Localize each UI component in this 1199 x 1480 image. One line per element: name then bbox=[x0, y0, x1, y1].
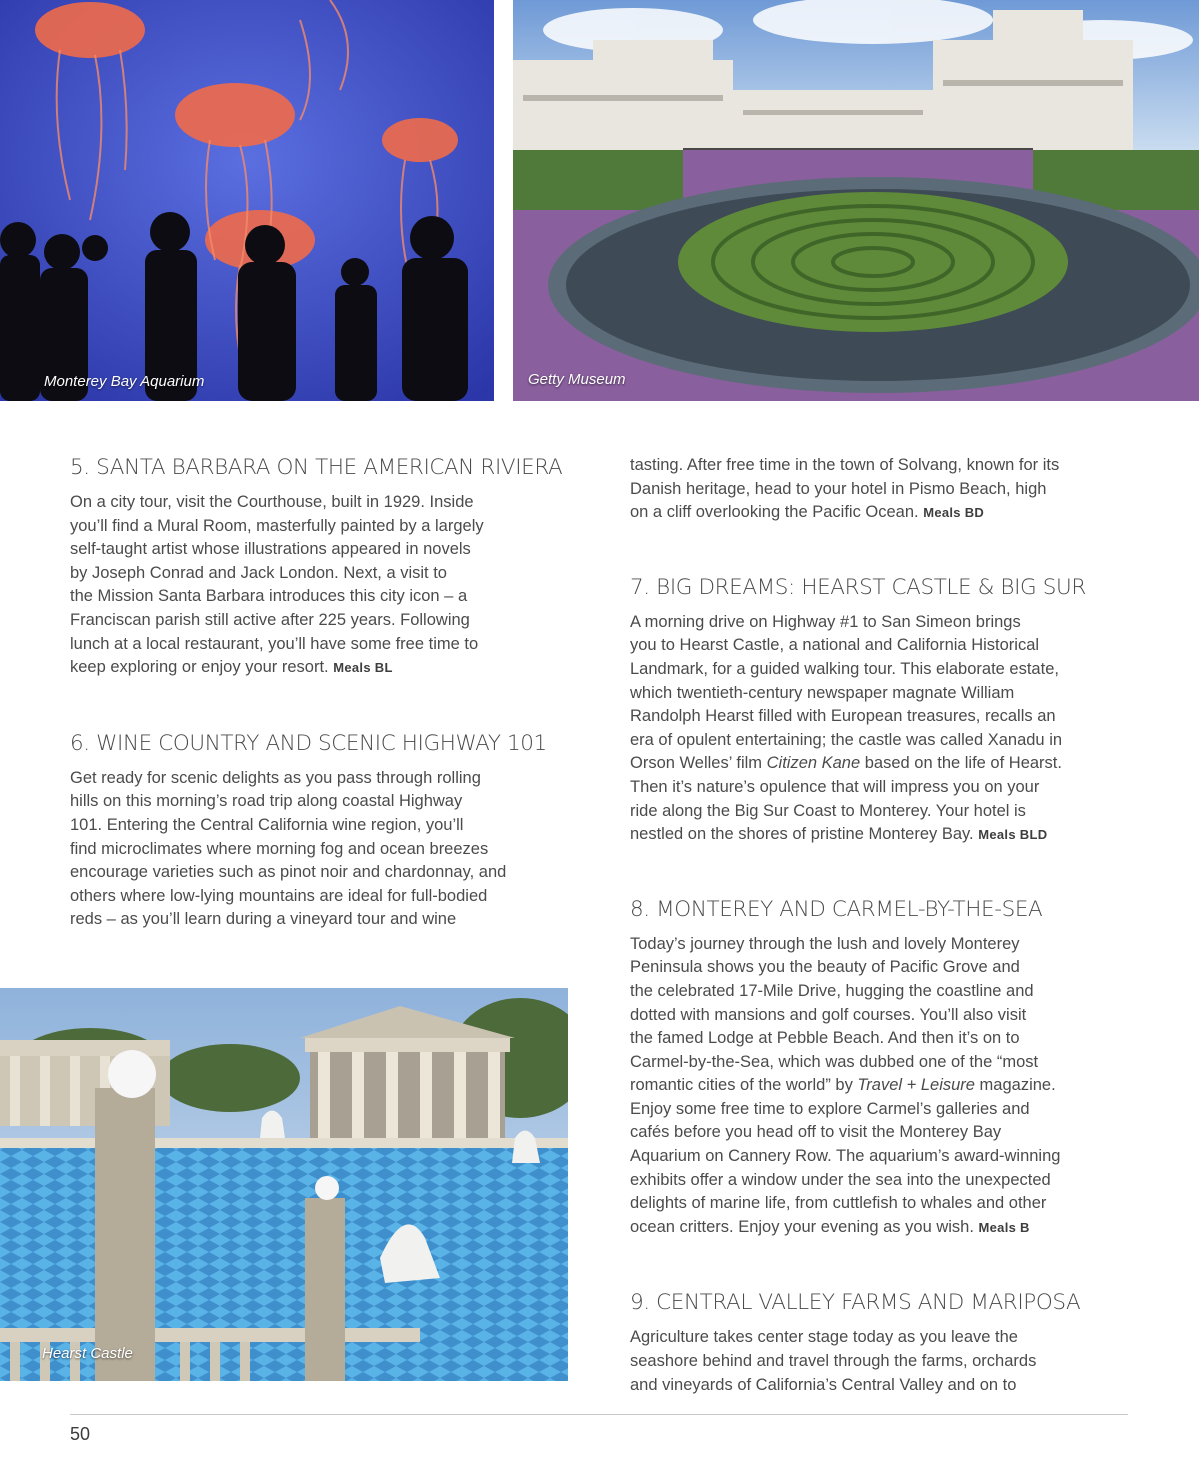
magazine-title: Travel + Leisure bbox=[857, 1076, 975, 1095]
day-8-line: ocean critters. Enjoy your evening as you wish. bbox=[630, 1217, 974, 1236]
hearst-pool-image bbox=[0, 988, 568, 1381]
day-8-section bbox=[630, 896, 1135, 1240]
day-6-continued bbox=[630, 454, 1135, 525]
aquarium-photo bbox=[0, 0, 494, 401]
day-5-line: you’ll find a Mural Room, masterfully painted by a largely bbox=[70, 516, 484, 535]
day-8-line: delights of marine life, from cuttlefish to whales and other bbox=[630, 1194, 1047, 1213]
day-8-line: romantic cities of the world” by bbox=[630, 1076, 858, 1095]
day-5-body bbox=[70, 491, 575, 680]
day-9-line: seashore behind and travel through the farms, orchards bbox=[630, 1352, 1037, 1371]
day-7-line: nestled on the shores of pristine Monterey Bay. bbox=[630, 825, 974, 844]
day-8-line: magazine. bbox=[974, 1076, 1056, 1095]
day-7-line: Then it’s nature’s opulence that will impress you on your bbox=[630, 777, 1040, 796]
day-6-line: find microclimates where morning fog and ocean breezes bbox=[70, 839, 489, 858]
day-9-line: Agriculture takes center stage today as you leave the bbox=[630, 1328, 1018, 1347]
day-5-title: 5. SANTA BARBARA ON THE AMERICAN RIVIERA bbox=[70, 455, 563, 480]
left-column bbox=[70, 454, 575, 932]
day-7-title: 7. BIG DREAMS: HEARST CASTLE & BIG SUR bbox=[630, 574, 1086, 600]
day-6-title: 6. WINE COUNTRY AND SCENIC HIGHWAY 101 bbox=[70, 730, 547, 756]
day-9-title: 9. CENTRAL VALLEY FARMS AND MARIPOSA bbox=[630, 1290, 1081, 1316]
day-7-section bbox=[630, 574, 1135, 847]
day-7-line: ride along the Big Sur Coast to Monterey. Your hotel is bbox=[630, 801, 1026, 820]
day-6-section bbox=[70, 730, 575, 932]
day-9-body bbox=[630, 1326, 1135, 1397]
day-8-line: Today’s journey through the lush and lovely Monterey bbox=[630, 934, 1020, 953]
day-5-line: by Joseph Conrad and Jack London. Next, a visit to bbox=[70, 563, 447, 582]
day-7-line: era of opulent entertaining; the castle was called Xanadu in bbox=[630, 730, 1063, 749]
day-8-line: the famed Lodge at Pebble Beach. And then it’s on to bbox=[630, 1029, 1020, 1048]
getty-photo bbox=[513, 0, 1199, 401]
day-5-line: Franciscan parish still active after 225 years. Following bbox=[70, 610, 470, 629]
day-5-line: lunch at a local restaurant, you’ll have some free time to bbox=[70, 634, 479, 653]
day-8-line: Carmel-by-the-Sea, which was dubbed one of the “most bbox=[630, 1052, 1039, 1071]
day-6-line: tasting. After free time in the town of Solvang, known for its bbox=[630, 456, 1060, 474]
day-6-line: Danish heritage, head to your hotel in Pismo Beach, high bbox=[630, 479, 1047, 498]
day-6-line: others where low-lying mountains are ideal for full-bodied bbox=[70, 886, 488, 905]
day-5-line: On a city tour, visit the Courthouse, built in 1929. Inside bbox=[70, 493, 474, 511]
day-8-line: the celebrated 17-Mile Drive, hugging the coastline and bbox=[630, 981, 1034, 1000]
day-6-line: on a cliff overlooking the Pacific Ocean. bbox=[630, 503, 919, 522]
day-6-body bbox=[70, 767, 575, 932]
day-7-line: Landmark, for a guided walking tour. This elaborate estate, bbox=[630, 659, 1059, 678]
day-8-line: Enjoy some free time to explore Carmel’s galleries and bbox=[630, 1099, 1030, 1118]
day-8-line: cafés before you head off to visit the Monterey Bay bbox=[630, 1123, 1002, 1142]
day-9-section bbox=[630, 1289, 1135, 1397]
day-6-continued-body bbox=[630, 454, 1135, 525]
day-8-title: 8. MONTEREY AND CARMEL-BY-THE-SEA bbox=[630, 896, 1043, 922]
getty-garden-image bbox=[513, 0, 1199, 401]
page-number: 50 bbox=[70, 1424, 91, 1444]
footer-divider bbox=[70, 1414, 1128, 1415]
day-6-line: encourage varieties such as pinot noir and chardonnay, and bbox=[70, 863, 507, 882]
jellyfish-silhouettes-image bbox=[0, 0, 494, 401]
day-8-line: Aquarium on Cannery Row. The aquarium’s award-winning bbox=[630, 1147, 1061, 1166]
hearst-caption: Hearst Castle bbox=[42, 1345, 133, 1362]
day-5-meals: Meals BL bbox=[333, 660, 393, 676]
day-6-line: Get ready for scenic delights as you pass through rolling bbox=[70, 768, 481, 787]
day-7-line: Randolph Hearst filled with European treasures, recalls an bbox=[630, 707, 1056, 726]
day-8-line: dotted with mansions and golf courses. You’ll also visit bbox=[630, 1005, 1027, 1024]
day-7-line: which twentieth-century newspaper magnate William bbox=[630, 683, 1015, 702]
aquarium-caption: Monterey Bay Aquarium bbox=[44, 373, 205, 390]
day-7-line: you to Hearst Castle, a national and California Historical bbox=[630, 636, 1040, 655]
day-8-line: exhibits offer a window under the sea into the unexpected bbox=[630, 1170, 1051, 1189]
day-5-line: the Mission Santa Barbara introduces this city icon – a bbox=[70, 587, 468, 606]
day-7-line: A morning drive on Highway #1 to San Simeon brings bbox=[630, 612, 1021, 631]
day-7-body bbox=[630, 611, 1135, 847]
day-6-meals: Meals BD bbox=[923, 505, 985, 521]
getty-caption: Getty Museum bbox=[528, 371, 626, 388]
day-7-line: Orson Welles’ film bbox=[630, 754, 767, 773]
day-8-line: Peninsula shows you the beauty of Pacific Grove and bbox=[630, 958, 1020, 977]
day-9-line: and vineyards of California’s Central Valley and on to bbox=[630, 1375, 1017, 1394]
day-8-meals: Meals B bbox=[978, 1219, 1030, 1235]
day-7-line: based on the life of Hearst. bbox=[860, 754, 1062, 773]
day-7-meals: Meals BLD bbox=[978, 827, 1048, 843]
day-8-body bbox=[630, 933, 1135, 1240]
right-column bbox=[630, 454, 1135, 1397]
day-5-line: self-taught artist whose illustrations appeared in novels bbox=[70, 540, 471, 559]
day-6-line: hills on this morning’s road trip along coastal Highway bbox=[70, 792, 463, 811]
film-title: Citizen Kane bbox=[766, 754, 861, 773]
hearst-photo bbox=[0, 988, 568, 1381]
day-6-line: 101. Entering the Central California wine region, you’ll bbox=[70, 815, 464, 834]
day-5-section bbox=[70, 454, 575, 680]
day-5-line: keep exploring or enjoy your resort. bbox=[70, 658, 329, 677]
day-6-line: reds – as you’ll learn during a vineyard tour and wine bbox=[70, 910, 457, 929]
